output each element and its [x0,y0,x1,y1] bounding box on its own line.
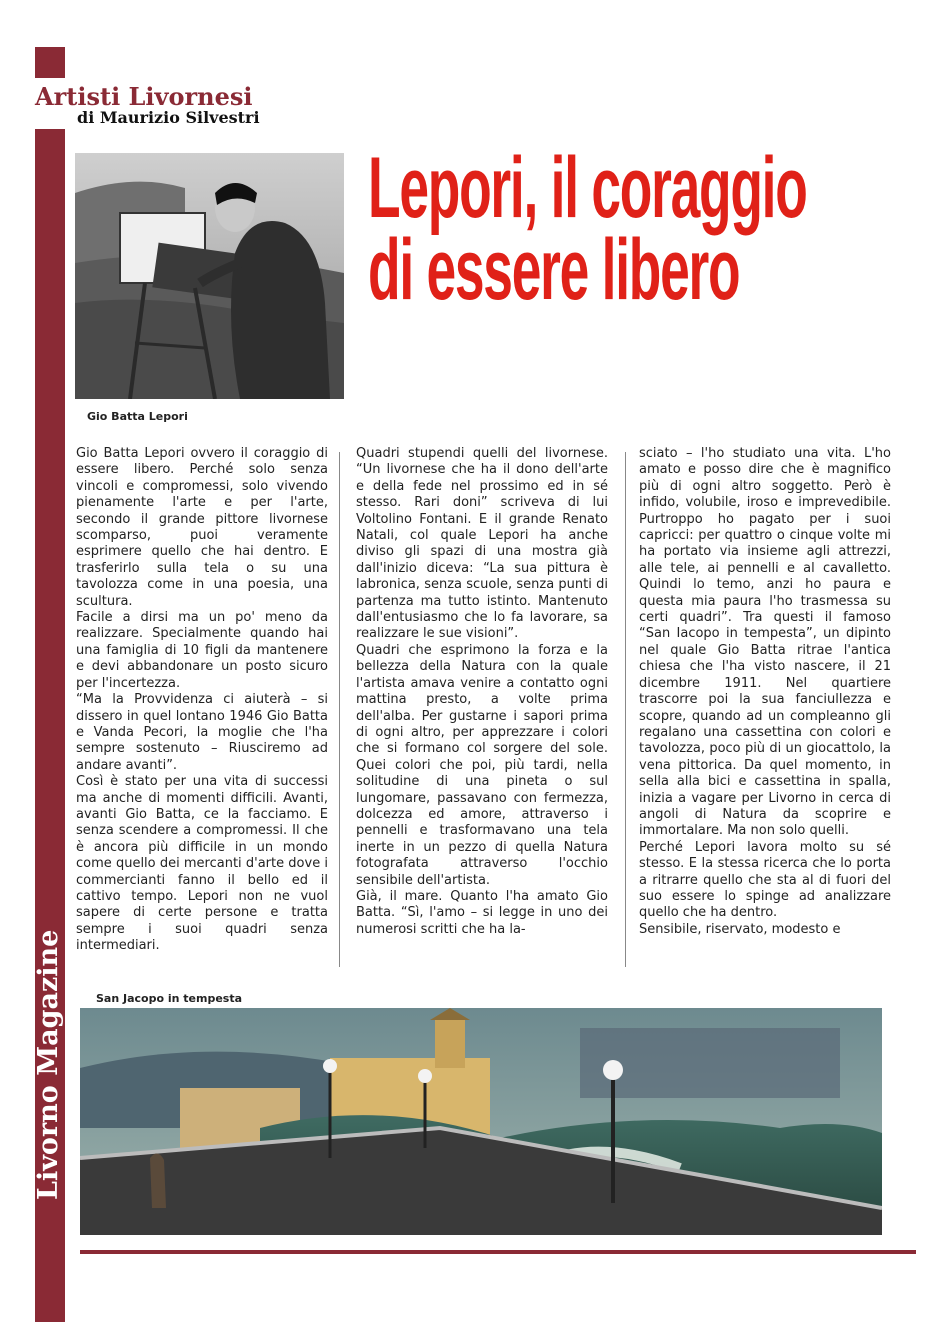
headline-line-2: di essere libero [368,222,740,318]
headline-line-1: Lepori, il coraggio [368,140,807,236]
painting-caption: San Jacopo in tempesta [96,992,243,1005]
decorative-tab [35,47,65,78]
paragraph: Quadri che esprimono la forza e la bellezza della Natura con la quale l'artista amava venire a contatto ogni mattina presto, a volte prima dell'alba. Per gustarne i sapori prima di ogni altro, per apprezzare i colori che si formano col sorgere del sole. Quei colori che poi, più tardi, nella solitudine di una pineta o sul lungomare, passavano con fermezza, dolcezza ed amore, attraverso i pennelli e trasformavano una tela inerte in un pezzo di quella Natura fotografata attraverso l'occhio sensibile dell'artista. [356,642,608,888]
paragraph: Gio Batta Lepori ovvero il coraggio di essere libero. Perché solo senza vincoli e compromessi, solo vivendo pienamente l'arte e per l'arte, secondo il grande pittore livornese scomparso, puoi veramente esprimere quello che hai dentro. E trasferirlo sulla tela o su una tavolozza come in una poesia, una scultura. [76,446,328,609]
paragraph: Così è stato per una vita di successi ma anche di momenti difficili. Avanti, avanti Gio Batta, ce la facciamo. E senza scendere a compromessi. Il che è ancora più difficile in un mondo come quello dei mercanti d'arte dove i commercianti fanno il bello ed il cattivo tempo. Lepori non ne vuol sapere di certe persone e tratta sempre i suoi quadri senza intermediari. [76,774,328,954]
paragraph: Quadri stupendi quelli del livornese. “Un livornese che ha il dono dell'arte e della fede nel prossimo ed in sé stesso. Rari doni” scriveva di lui Voltolino Fontani. E il grande Renato Natali, col quale Lepori ha anche diviso gli spazi di una mostra già dall'inizio diceva: “La sua pittura è labronica, senza scuole, senza punti di partenza ma tutto istinto. Mantenuto dall'entusiasmo che lo fa lavorare, sa realizzare le sue visioni”. [356,446,608,642]
paragraph: Già, il mare. Quanto l'ha amato Gio Batta. “Sì, l'amo – si legge in uno dei numerosi scritti che ha la- [356,888,608,937]
author-byline: di Maurizio Silvestri [77,108,260,127]
column-divider [339,452,340,967]
bottom-rule [80,1250,916,1254]
article-column-1 [76,446,328,974]
column-divider [625,452,626,967]
paragraph: Perché Lepori lavora molto su sé stesso. E la stessa ricerca che lo porta a ritrarre quello che sta al di fuori del suo essere lo spinge ad analizzare quello che ha dentro. [639,839,891,921]
paragraph: sciato – l'ho studiato una vita. L'ho amato e posso dire che è magnifico più di ogni altro soggetto. Però è infido, volubile, iroso e imprevedibile. Purtroppo ho pagato per i suoi capricci: per quattro o cinque volte mi ha portato via insieme agli attrezzi, alle tele, ai pennelli e al cavalletto. Quindi lo temo, anzi ho paura e questa mia paura l'ho trasmessa su certi quadri”. Tra questi il famoso “San Iacopo in tempesta”, un dipinto nel quale Gio Batta ritrae l'antica chiesa che l'ha visto nascere, il 21 dicembre 1911. Nel quartiere trascorre poi la sua fanciullezza e scopre, quando ad un compleanno gli regalano una cassettina con colori e tavolozza, poco più di un giocattolo, la vena pittorica. Da quel momento, in sella alla bici e cassettina in spalla, inizia a vagare per Livorno in cerca di angoli di Natura da scoprire e immortalare. Ma non solo quelli. [639,446,891,839]
painting-image [80,1008,882,1235]
photo-caption: Gio Batta Lepori [87,410,188,423]
magazine-name: Livorno Magazine [33,929,64,1200]
section-title: Artisti Livornesi [35,82,253,111]
paragraph: Sensibile, riservato, modesto e [639,921,841,937]
paragraph: Facile a dirsi ma un po' meno da realizzare. Specialmente quando hai una famiglia di 10 figli da mantenere e devi abbandonare un posto sicuro per l'incertezza. [76,610,328,691]
article-column-3 [639,446,891,974]
paragraph: “Ma la Provvidenza ci aiuterà – si dissero in quel lontano 1946 Gio Batta e Vanda Pecori, la moglie che l'ha sempre sostenuto – Riusciremo ad andare avanti”. [76,692,328,773]
article-column-2 [356,446,608,974]
artist-photo [75,153,344,399]
headline [368,140,908,318]
article-body [76,446,896,974]
